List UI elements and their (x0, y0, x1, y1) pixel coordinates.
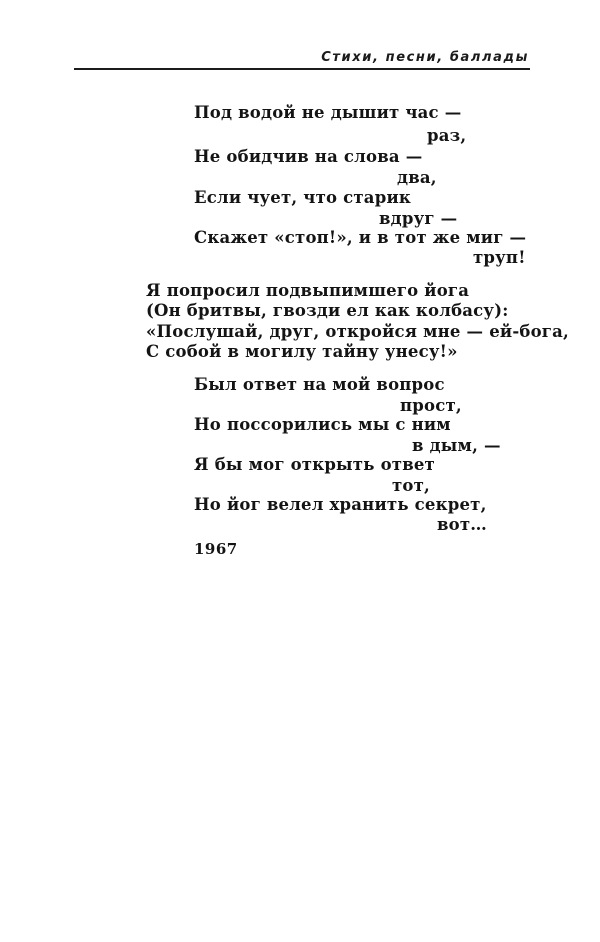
poem-line: вдруг — (379, 209, 458, 228)
poem-line: вот… (437, 515, 487, 534)
poem-line: в дым, — (412, 436, 501, 455)
poem-line: прост, (400, 396, 462, 415)
poem-line: Но йог велел хранить секрет, (194, 495, 487, 514)
poem-line: труп! (473, 248, 526, 267)
poem-line: Но поссорились мы с ним (194, 415, 451, 434)
poem-line: Не обидчив на слова — (194, 147, 423, 166)
poem-line: «Послушай, друг, откройся мне — ей-бога, (146, 322, 569, 341)
poem-line: С собой в могилу тайну унесу!» (146, 342, 458, 361)
poem-line: Я бы мог открыть ответ (194, 455, 435, 474)
poem-line: Был ответ на мой вопрос (194, 375, 445, 394)
poem-line: раз, (427, 126, 467, 145)
poem-line: два, (397, 168, 437, 187)
poem-line: Я попросил подвыпимшего йога (146, 281, 470, 300)
header-rule (74, 68, 530, 70)
poem-year: 1967 (194, 540, 238, 558)
poem-line: Под водой не дышит час — (194, 103, 462, 122)
poem-line: Скажет «стоп!», и в тот же миг — (194, 228, 527, 247)
poem-line: (Он бритвы, гвозди ел как колбасу): (146, 301, 509, 320)
poem-line: Если чует, что старик (194, 188, 411, 207)
running-header-title: Стихи, песни, баллады (321, 50, 529, 65)
poem-line: тот, (392, 476, 430, 495)
